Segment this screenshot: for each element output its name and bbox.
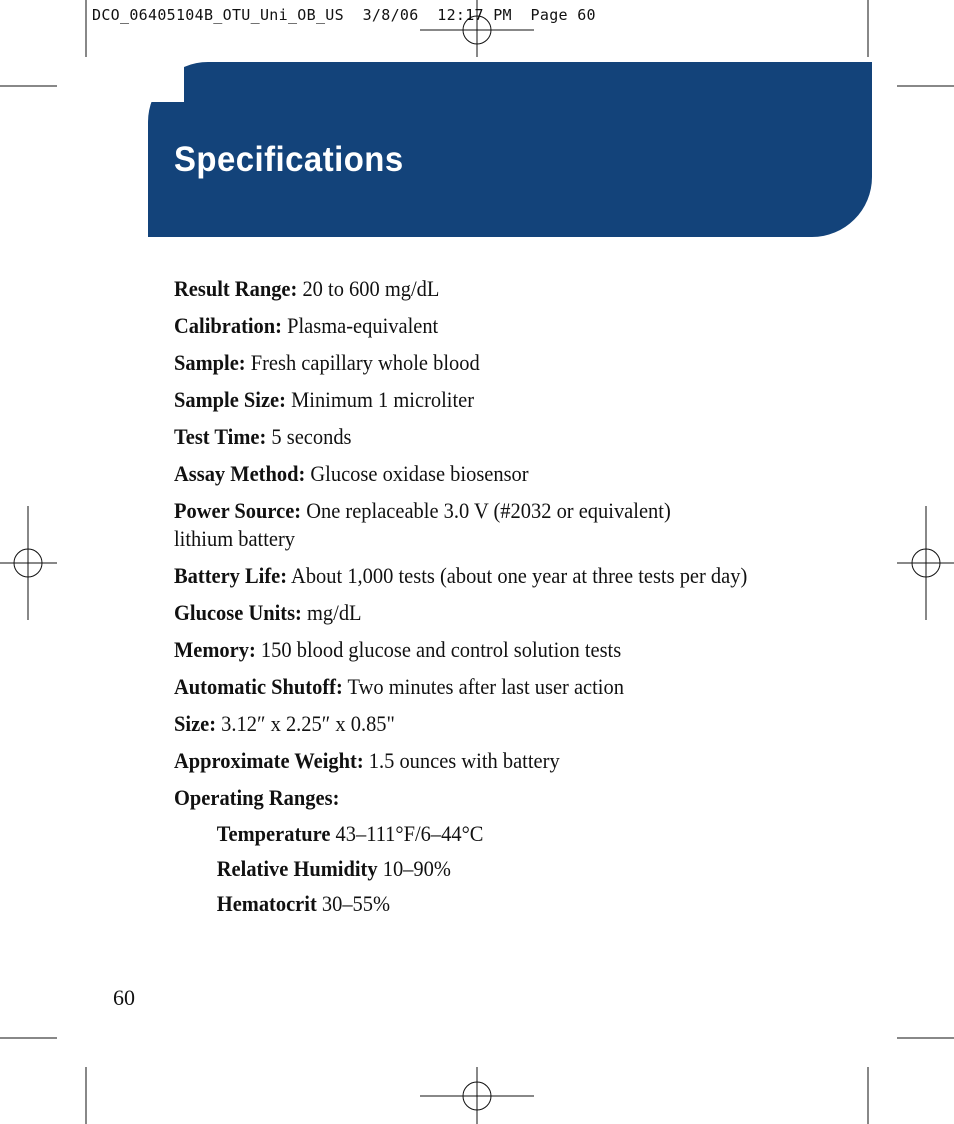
- spec-value: Fresh capillary whole blood: [250, 350, 480, 375]
- spec-glucose-units: [174, 600, 788, 625]
- spec-value: Glucose oxidase biosensor: [310, 461, 529, 486]
- range-label: Relative Humidity: [216, 856, 378, 881]
- specifications-list: [174, 276, 788, 927]
- range-hematocrit: [217, 892, 788, 916]
- spec-value: One replaceable 3.0 V (#2032 or equivalent): [306, 498, 671, 523]
- spec-value: 150 blood glucose and control solution tests: [260, 637, 622, 662]
- spec-result-range: [174, 276, 788, 301]
- spec-value: 1.5 ounces with battery: [368, 748, 560, 773]
- range-relative-humidity: [217, 857, 788, 881]
- spec-assay-method: [174, 461, 788, 486]
- spec-battery-life: [174, 563, 788, 588]
- spec-power-source: [174, 498, 788, 551]
- spec-label: Memory:: [174, 637, 256, 662]
- page-number: 60: [113, 985, 135, 1010]
- spec-label: Sample Size:: [174, 387, 286, 412]
- spec-memory: [174, 637, 788, 662]
- spec-value: Minimum 1 microliter: [291, 387, 475, 412]
- spec-label: Operating Ranges:: [174, 785, 340, 810]
- spec-label: Battery Life:: [174, 563, 288, 588]
- spec-label: Sample:: [174, 350, 246, 375]
- range-label: Temperature: [216, 821, 331, 846]
- spec-value: 20 to 600 mg/dL: [302, 276, 440, 301]
- spec-value: Plasma-equivalent: [287, 313, 439, 338]
- spec-label: Calibration:: [174, 313, 282, 338]
- spec-sample: [174, 350, 788, 375]
- spec-test-time: [174, 424, 788, 449]
- spec-label: Approximate Weight:: [174, 748, 364, 773]
- header-notch: [148, 62, 184, 102]
- spec-label: Test Time:: [174, 424, 267, 449]
- spec-label: Assay Method:: [174, 461, 306, 486]
- spec-size: [174, 711, 788, 736]
- spec-value: About 1,000 tests (about one year at three tests per day): [291, 563, 748, 588]
- spec-approximate-weight: [174, 748, 788, 773]
- spec-value-continuation: lithium battery: [174, 526, 296, 551]
- print-slug: DCO_06405104B_OTU_Uni_OB_US 3/8/06 12:17 PM Page 60: [92, 6, 596, 24]
- spec-sample-size: [174, 387, 788, 412]
- range-label: Hematocrit: [216, 891, 317, 916]
- range-temperature: [217, 822, 788, 846]
- range-value: 30–55%: [321, 891, 391, 916]
- range-value: 10–90%: [382, 856, 451, 881]
- spec-label: Size:: [174, 711, 217, 736]
- spec-operating-ranges: [174, 785, 788, 810]
- spec-value: Two minutes after last user action: [347, 674, 624, 699]
- spec-label: Automatic Shutoff:: [174, 674, 343, 699]
- spec-automatic-shutoff: [174, 674, 788, 699]
- spec-value: 5 seconds: [271, 424, 352, 449]
- spec-value: 3.12″ x 2.25″ x 0.85": [221, 711, 395, 736]
- spec-calibration: [174, 313, 788, 338]
- spec-label: Power Source:: [174, 498, 302, 523]
- page-title: Specifications: [174, 140, 404, 179]
- spec-label: Glucose Units:: [174, 600, 302, 625]
- range-value: 43–111°F/6–44°C: [335, 821, 484, 846]
- spec-label: Result Range:: [174, 276, 298, 301]
- spec-value: mg/dL: [306, 600, 362, 625]
